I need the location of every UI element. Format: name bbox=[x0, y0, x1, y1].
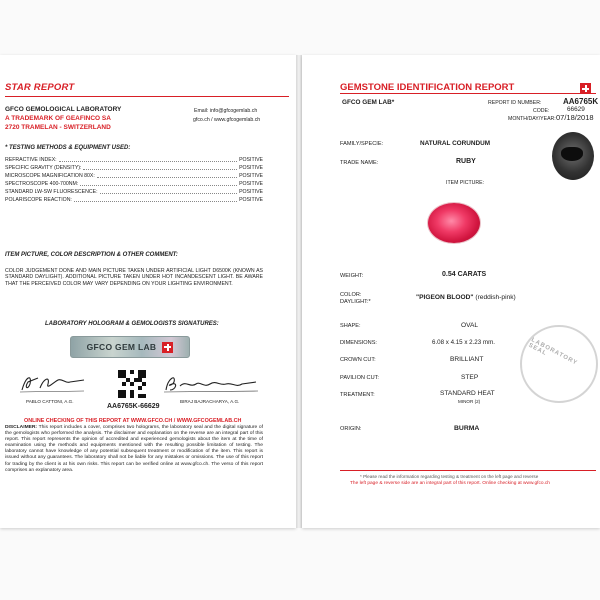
lab-email[interactable]: Email: info@gfcogemlab.ch bbox=[194, 108, 258, 114]
disclaimer-text: This report includes a cover, comprises two holograms, the laboratory seal and the digital signature of the gemologists who performed the analysis. The disclaimer and explanation on the reverse are an integral part of this report. This report represents the opinion of accredited and experienced gemologists about the item at the time of examination using the methods and equipments mentioned with the resulting possible limitation of testing. The laboratory cannot have knowledge of any potential subsequent treatment or modification of the item. This report is issued without any guarantees. The laboratory shall not be liable for any mistakes or omissions. The use of this report for trading by the client is at his own risks. This report can be verified online at www.gfco.ch. The verso of this report comprises an explanatory area. bbox=[5, 425, 263, 473]
dimensions-label: DIMENSIONS: bbox=[340, 340, 377, 346]
test-name: REFRACTIVE INDEX: bbox=[5, 157, 57, 163]
lab-website[interactable]: gfco.ch / www.gfcogemlab.ch bbox=[193, 117, 261, 123]
test-result: POSITIVE bbox=[239, 189, 263, 195]
color-grade: "PIGEON BLOOD" bbox=[416, 294, 474, 301]
test-name: SPECTROSCOPE 400-700NM: bbox=[5, 181, 79, 187]
lab-name: GFCO GEMOLOGICAL LABORATORY bbox=[5, 106, 122, 113]
title-divider bbox=[340, 93, 596, 94]
online-check-link[interactable]: ONLINE CHECKING OF THIS REPORT AT WWW.GFCO.CH / WWW.GFCOGEMLAB.CH bbox=[24, 418, 242, 424]
date-label: MONTH/DAY/YEAR: bbox=[508, 116, 556, 122]
test-row bbox=[5, 156, 263, 163]
origin-value: BURMA bbox=[454, 425, 480, 432]
pavilion-cut-label: PAVILION CUT: bbox=[340, 375, 379, 381]
footer-note-1: * Please read the information regarding testing & treatment on the left page and reverse bbox=[360, 474, 539, 479]
test-row bbox=[5, 172, 263, 179]
lab-hologram bbox=[70, 336, 190, 358]
test-result: POSITIVE bbox=[239, 181, 263, 187]
qr-code-icon[interactable] bbox=[118, 370, 146, 398]
report-id-value: AA6765K bbox=[563, 97, 599, 106]
weight-value: 0.54 CARATS bbox=[442, 271, 487, 278]
signer-2-name: BIRAJ BAJRACHARYA, A.G. bbox=[180, 399, 240, 404]
test-row bbox=[5, 196, 263, 203]
test-name: MICROSCOPE MAGNIFICATION 80X: bbox=[5, 173, 95, 179]
lab-short-name: GFCO GEM LAB* bbox=[342, 99, 395, 106]
test-name: STANDARD LW-SW FLUORESCENCE: bbox=[5, 189, 98, 195]
test-result: POSITIVE bbox=[239, 165, 263, 171]
test-name: POLARISCOPE REACTION: bbox=[5, 197, 72, 203]
crown-cut-label: CROWN CUT: bbox=[340, 357, 376, 363]
color-value bbox=[416, 294, 516, 301]
signer-1-name: PABLO CATTONI, A.G. bbox=[26, 399, 74, 404]
report-code: AA6765K-66629 bbox=[107, 403, 160, 410]
disclaimer bbox=[5, 425, 263, 474]
pavilion-cut-value: STEP bbox=[461, 374, 479, 381]
shape-value: OVAL bbox=[461, 322, 479, 329]
crown-cut-value: BRILLIANT bbox=[450, 356, 484, 363]
disclaimer-label: DISCLAIMER: bbox=[5, 425, 38, 430]
item-picture-label: ITEM PICTURE: bbox=[446, 180, 485, 186]
hologram-label: GFCO GEM LAB bbox=[86, 342, 157, 352]
lab-address: 2720 TRAMELAN - SWITZERLAND bbox=[5, 124, 111, 131]
treatment-label: TREATMENT: bbox=[340, 392, 375, 398]
laboratory-seal bbox=[520, 325, 598, 403]
swiss-flag-icon bbox=[162, 342, 173, 353]
seal-text: LABORATORY SEAL bbox=[527, 337, 579, 367]
test-result: POSITIVE bbox=[239, 197, 263, 203]
treatment-note: MINOR (2) bbox=[458, 399, 481, 404]
date-value: 07/18/2018 bbox=[556, 113, 594, 122]
test-row bbox=[5, 180, 263, 187]
test-result: POSITIVE bbox=[239, 157, 263, 163]
testing-heading: * TESTING METHODS & EQUIPMENT USED: bbox=[5, 145, 131, 151]
comment-heading: ITEM PICTURE, COLOR DESCRIPTION & OTHER COMMENT: bbox=[5, 252, 178, 258]
color-note: (reddish-pink) bbox=[475, 294, 516, 301]
weight-label: WEIGHT: bbox=[340, 273, 364, 279]
lab-trademark: A TRADEMARK OF GEAFINCO SA bbox=[5, 115, 111, 122]
color-label: COLOR: bbox=[340, 292, 362, 298]
comment-text: COLOR JUDGEMENT DONE AND MAIN PICTURE TAKEN UNDER ARTIFICIAL LIGHT D6500K (KNOWN AS STANDARD DAYLIGHT). ADDITIONAL PICTURE TAKEN UNDER HOT INCANDESCENT LIGHT. BE AWARE THAT THE PERCEIVED COLOR MAY VARY DEPENDING ON YOUR LIGHTING ENVIRONMENT. bbox=[5, 268, 263, 287]
incandescent-photo bbox=[552, 132, 594, 180]
daylight-label: DAYLIGHT:* bbox=[340, 299, 371, 305]
report-title: GEMSTONE IDENTIFICATION REPORT bbox=[340, 82, 515, 93]
test-row bbox=[5, 164, 263, 171]
report-id-label: REPORT ID NUMBER: bbox=[488, 100, 542, 106]
code-label: CODE: bbox=[533, 108, 550, 114]
family-label: FAMILY/SPECIE: bbox=[340, 141, 384, 147]
test-row bbox=[5, 188, 263, 195]
gem-silhouette bbox=[561, 147, 583, 161]
ruby-gem-image bbox=[428, 203, 480, 243]
code-value: 66629 bbox=[567, 106, 585, 113]
footer-note-2: The left page & reverse side are an integral part of this report. Online checking at www.gfco.ch bbox=[350, 481, 550, 486]
origin-label: ORIGIN: bbox=[340, 426, 362, 432]
footer-divider bbox=[340, 470, 596, 471]
trade-name-label: TRADE NAME: bbox=[340, 160, 379, 166]
trade-name-value: RUBY bbox=[456, 158, 476, 165]
signature-pablo-cattoni bbox=[18, 372, 88, 394]
dimensions-value: 6.08 x 4.15 x 2.23 mm. bbox=[432, 339, 495, 346]
signature-biraj-bajracharya bbox=[162, 372, 262, 394]
test-name: SPECIFIC GRAVITY (DENSITY): bbox=[5, 165, 82, 171]
family-value: NATURAL CORUNDUM bbox=[420, 140, 491, 147]
star-report-title: STAR REPORT bbox=[5, 82, 75, 93]
shape-label: SHAPE: bbox=[340, 323, 361, 329]
title-divider bbox=[5, 96, 289, 97]
test-result: POSITIVE bbox=[239, 173, 263, 179]
treatment-value: STANDARD HEAT bbox=[440, 390, 495, 397]
hologram-heading: LABORATORY HOLOGRAM & GEMOLOGISTS SIGNATURES: bbox=[45, 321, 219, 327]
